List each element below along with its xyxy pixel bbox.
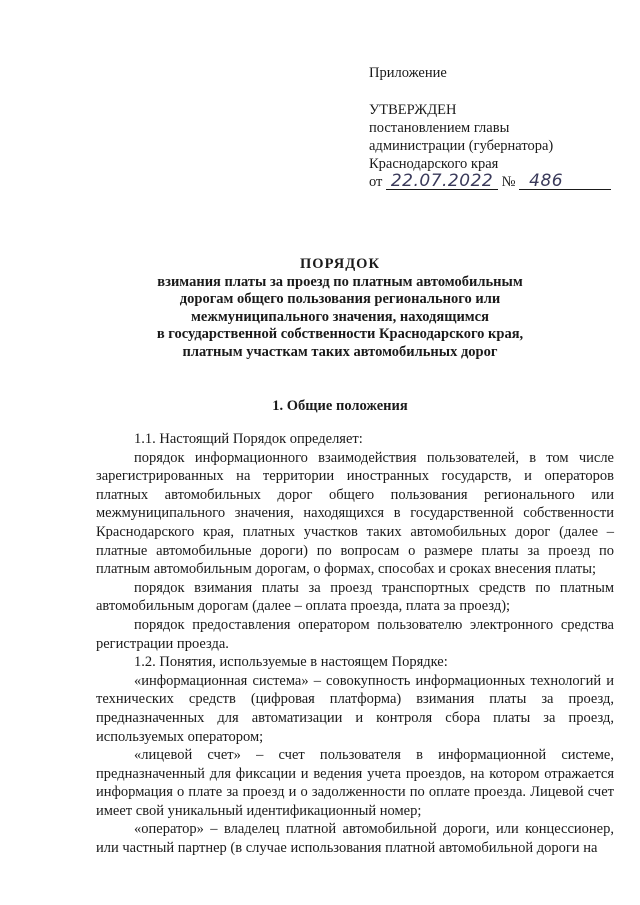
paragraph: порядок предоставления оператором пользователю электронного средства регистрации проезда.: [96, 616, 614, 652]
section-heading: 1. Общие положения: [272, 398, 408, 414]
paragraph: 1.1. Настоящий Порядок определяет:: [134, 431, 363, 447]
approval-block: [369, 64, 629, 191]
title-line-3: дорогам общего пользования регионального или: [179, 291, 501, 307]
title-line-2: взимания платы за проезд по платным автомобильным: [157, 273, 523, 290]
title-line-5: в государственной собственности Краснодарского края,: [156, 326, 524, 342]
approved-label: УТВЕРЖДЕН: [369, 102, 457, 118]
approval-line-3: Краснодарского края: [369, 156, 499, 172]
document-title: [100, 256, 580, 361]
approval-date-line: [369, 173, 629, 191]
paragraph: «информационная система» – совокупность информационных технологий и технических средств (цифровая платформа) взимания платы за проезд, предназначенных для автоматизации и контроля сбора платы за проезд, используемых оператором;: [96, 672, 614, 745]
title-line-4: межмуниципального значения, находящимся: [191, 308, 489, 325]
appendix-label: Приложение: [369, 65, 447, 81]
document-body: [96, 430, 614, 858]
paragraph: порядок взимания платы за проезд транспортных средств по платным автомобильным дорогам (далее – оплата проезда, плата за проезд);: [96, 579, 614, 615]
paragraph: порядок информационного взаимодействия пользователей, в том числе зарегистрированных на территории иностранных государств, и операторов платных автомобильных дорог общего пользования регионального или межмуниципального значения, находящихся в государственной собственности Краснодарского края, платных участков таких автомобильных дорог (далее – платные автомобильные дороги) по вопросам о размере платы за проезд по платным автомобильным дорогам, о формах, способах и сроках внесения платы;: [96, 449, 614, 578]
paragraph: 1.2. Понятия, используемые в настоящем Порядке:: [134, 654, 448, 671]
title-line-1: ПОРЯДОК: [300, 256, 380, 272]
number-sign: №: [501, 174, 516, 190]
from-label: от: [369, 174, 383, 190]
paragraph: «оператор» – владелец платной автомобильной дороги, или концессионер, или частный партнер (в случае использования платной автомобильной дороги на: [96, 821, 614, 857]
handwritten-date: 22.07.2022: [386, 173, 498, 190]
paragraph: «лицевой счет» – счет пользователя в информационной системе, предназначенный для фиксации и ведения учета проездов, на котором отражается информация о плате за проезд и о задолженности по оплате проезда. Лицевой счет имеет свой уникальный идентификационный номер;: [96, 747, 614, 819]
approval-line-1: постановлением главы: [369, 120, 510, 136]
handwritten-number: 486: [519, 173, 611, 190]
title-line-6: платным участкам таких автомобильных дорог: [182, 343, 498, 360]
approval-line-2: администрации (губернатора): [369, 138, 554, 154]
